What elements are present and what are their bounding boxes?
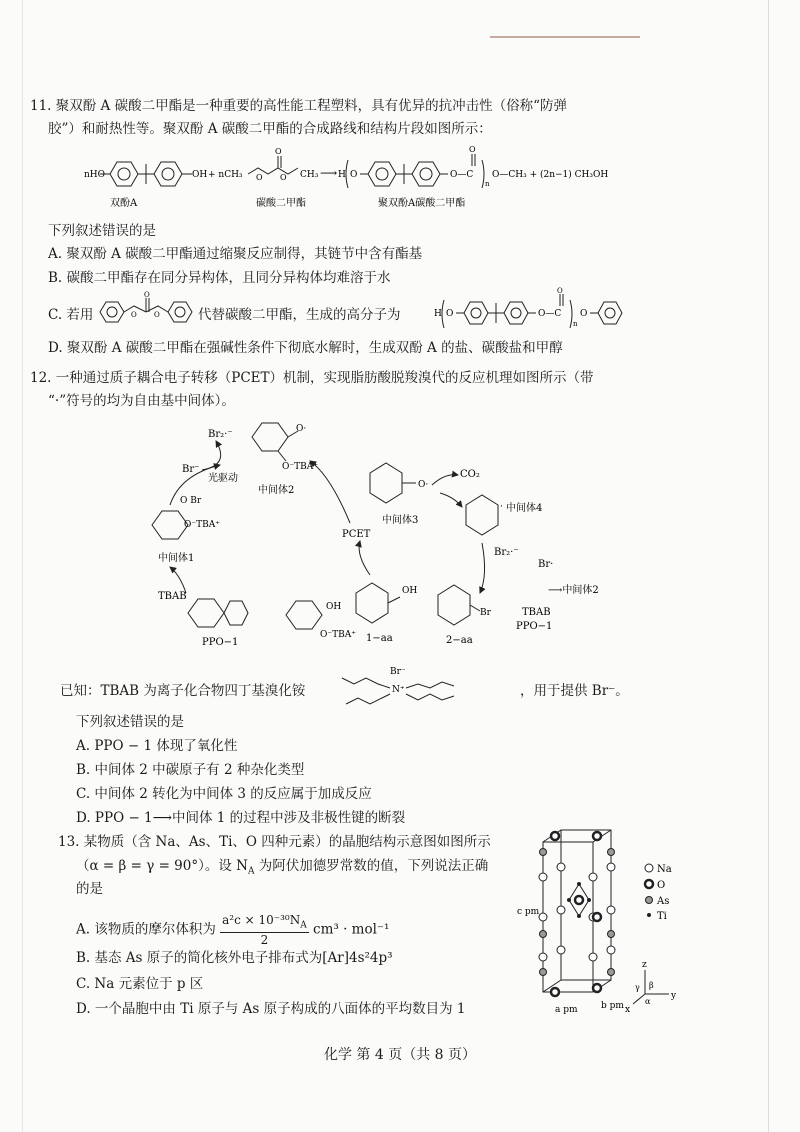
q11-scheme-product-end: O—CH₃ + (2n−1) CH₃OH bbox=[492, 170, 609, 180]
svg-text:OH: OH bbox=[192, 170, 208, 180]
q13-option-b: B. 基态 As 原子的简化核外电子排布式为[Ar]4s²4p³ bbox=[76, 950, 393, 966]
axis-x: x bbox=[625, 1005, 631, 1015]
q13-unit-cell-diagram bbox=[515, 822, 755, 1022]
q12-question: 下列叙述错误的是 bbox=[76, 714, 184, 730]
svg-text:O: O bbox=[580, 309, 588, 319]
legend-o-marker bbox=[645, 880, 653, 888]
q11-scheme-arrow: ⟶ bbox=[320, 166, 338, 180]
mech-br-minus: Br⁻ bbox=[182, 464, 200, 475]
top-scan-mark bbox=[490, 36, 640, 38]
svg-text:O: O bbox=[280, 173, 287, 182]
q11-label-dmc: 碳酸二甲酯 bbox=[256, 198, 306, 209]
mech-tbab2: TBAB bbox=[522, 607, 551, 618]
angle-gamma: γ bbox=[635, 983, 640, 992]
svg-text:O: O bbox=[446, 309, 454, 319]
tbab-br: Br⁻ bbox=[390, 667, 406, 677]
q12-stem-line1: 12. 一种通过质子耦合电子转移（PCET）机制，实现脂肪酸脱羧溴代的反应机理如图所示（带 bbox=[30, 370, 594, 386]
q13-stem-line1: 13. 某物质（含 Na、As、Ti、O 四种元素）的晶胞结构示意图如图所示 bbox=[58, 834, 491, 850]
dim-b: b pm bbox=[601, 1001, 624, 1011]
page-left-edge bbox=[22, 0, 23, 1132]
dim-c: c pm bbox=[517, 907, 540, 917]
q13-option-d: D. 一个晶胞中由 Ti 原子与 As 原子构成的八面体的平均数目为 1 bbox=[76, 1001, 466, 1017]
svg-text:O: O bbox=[275, 147, 282, 156]
svg-text:n: n bbox=[573, 320, 578, 328]
mech-int2b: ⟶中间体2 bbox=[548, 585, 599, 596]
q13-option-a-fraction: $\frac{a^2c \times 10^{-30}N_A}{2}$ bbox=[222, 913, 307, 948]
mech-co2: CO₂ bbox=[460, 469, 480, 480]
mech-tbab: TBAB bbox=[158, 591, 187, 602]
q11-option-b: B. 碳酸二甲酯存在同分异构体，且同分异构体均难溶于水 bbox=[48, 270, 391, 286]
mech-oh-acid: OH bbox=[326, 602, 342, 612]
q12-known-post: ，用于提供 Br⁻。 bbox=[520, 683, 629, 699]
q11-synthesis-scheme bbox=[70, 140, 710, 220]
svg-text:O·: O· bbox=[418, 480, 429, 490]
legend-as-marker bbox=[646, 897, 653, 904]
q11-option-c-polymer bbox=[432, 286, 682, 330]
svg-text:O: O bbox=[469, 145, 476, 154]
q13-stem-line3: 的是 bbox=[76, 881, 103, 897]
q12-stem-line2: “·”符号的均为自由基中间体）。 bbox=[48, 393, 235, 409]
mech-ppo1b: PPO−1 bbox=[516, 621, 553, 632]
q12-option-c: C. 中间体 2 转化为中间体 3 的反应属于加成反应 bbox=[76, 786, 372, 802]
q11-stem-line2: 胶”）和耐热性等。聚双酚 A 碳酸二甲酯的合成路线和结构片段如图所示： bbox=[48, 121, 492, 137]
svg-text:O: O bbox=[131, 311, 137, 319]
mech-light: 光驱动 bbox=[208, 473, 238, 484]
svg-text:O: O bbox=[144, 291, 150, 299]
mech-otba-2: O⁻TBA⁺ bbox=[282, 462, 318, 472]
q13-stem-line2: （α = β = γ = 90°）。设 $N_A$ 为阿伏加德罗常数的值，下列说法正确 bbox=[76, 858, 489, 877]
axis-z: z bbox=[642, 960, 647, 970]
q12-mechanism-diagram bbox=[120, 415, 640, 665]
q11-scheme-plus: + nCH₃ bbox=[208, 170, 243, 180]
mech-ppo1: PPO−1 bbox=[202, 637, 239, 648]
page-footer: 化学 第 4 页（共 8 页） bbox=[323, 1047, 477, 1063]
svg-text:·: · bbox=[500, 502, 503, 512]
q12-option-b: B. 中间体 2 中碳原子有 2 种杂化类型 bbox=[76, 762, 305, 778]
mech-int1: 中间体1 bbox=[158, 553, 195, 564]
mech-int4: 中间体4 bbox=[506, 503, 543, 514]
q12-option-d: D. PPO − 1⟶中间体 1 的过程中涉及非极性键的断裂 bbox=[76, 810, 406, 826]
q11-stem-line1: 11. 聚双酚 A 碳酸二甲酯是一种重要的高性能工程塑料，具有优异的抗冲击性（俗称“防弹 bbox=[30, 98, 567, 114]
svg-text:O: O bbox=[557, 287, 563, 295]
mech-int3: 中间体3 bbox=[382, 515, 419, 526]
mech-pcet: PCET bbox=[342, 529, 371, 540]
mech-otba-3: O⁻TBA⁺ bbox=[320, 630, 356, 640]
mech-br2b: Br₂·⁻ bbox=[494, 547, 519, 558]
svg-text:O: O bbox=[256, 173, 263, 182]
mech-label-2aa: 2−aa bbox=[446, 635, 473, 646]
q11-scheme-nho: nHO bbox=[84, 170, 106, 180]
mech-oh-1aa: OH bbox=[402, 586, 418, 596]
angle-alpha: α bbox=[645, 997, 651, 1006]
legend-ti-marker bbox=[647, 913, 651, 917]
q11-option-d: D. 聚双酚 A 碳酸二甲酯在强碱性条件下彻底水解时，生成双酚 A 的盐、碳酸盐和甲醇 bbox=[48, 340, 563, 356]
q11-scheme-ch3: CH₃ bbox=[300, 170, 319, 180]
mech-label-1aa: 1−aa bbox=[366, 633, 393, 644]
page-right-edge bbox=[768, 0, 769, 1132]
dim-a: a pm bbox=[555, 1005, 578, 1015]
svg-text:n: n bbox=[485, 180, 490, 188]
q12-option-a: A. PPO − 1 体现了氧化性 bbox=[76, 738, 238, 754]
q11-label-bpa: 双酚A bbox=[110, 198, 138, 209]
q13-option-c: C. Na 元素位于 p 区 bbox=[76, 976, 204, 992]
svg-text:O: O bbox=[350, 170, 358, 180]
mech-br2: Br₂·⁻ bbox=[208, 429, 233, 440]
q12-tbab-structure bbox=[336, 664, 516, 710]
q11-question: 下列叙述错误的是 bbox=[48, 223, 156, 239]
legend-ti: Ti bbox=[657, 911, 667, 922]
svg-text:H: H bbox=[338, 170, 346, 180]
legend-o: O bbox=[657, 880, 666, 891]
mech-o-br: O Br bbox=[180, 496, 202, 506]
tbab-n: N⁺ bbox=[392, 685, 405, 695]
q11-option-c-pre: C. 若用 bbox=[48, 307, 94, 323]
mech-br-2aa: Br bbox=[480, 608, 491, 618]
svg-text:O—C: O—C bbox=[450, 170, 474, 180]
mech-otba-1: O⁻TBA⁺ bbox=[184, 520, 220, 530]
mech-int2: 中间体2 bbox=[258, 485, 295, 496]
svg-text:O: O bbox=[154, 311, 160, 319]
legend-na-marker bbox=[645, 864, 653, 872]
svg-text:O·: O· bbox=[296, 424, 307, 434]
mech-brdot: Br· bbox=[538, 559, 554, 570]
q11-label-polymer: 聚双酚A碳酸二甲酯 bbox=[378, 198, 466, 209]
q12-known-pre: 已知：TBAB 为离子化合物四丁基溴化铵 bbox=[60, 683, 306, 699]
q11-diphenyl-carbonate bbox=[96, 290, 196, 330]
q13-option-a: A. 该物质的摩尔体积为 $\frac{a^2c \times 10^{-30}N_A}{2}$ cm³ · mol⁻¹ bbox=[76, 913, 390, 948]
angle-beta: β bbox=[649, 981, 654, 990]
axis-y: y bbox=[671, 991, 677, 1001]
legend-as: As bbox=[657, 896, 670, 907]
svg-text:O—C: O—C bbox=[538, 309, 562, 319]
q11-option-a: A. 聚双酚 A 碳酸二甲酯通过缩聚反应制得，其链节中含有酯基 bbox=[48, 246, 423, 262]
svg-text:H: H bbox=[434, 309, 442, 319]
legend-na: Na bbox=[657, 864, 672, 875]
q11-option-c-mid: 代替碳酸二甲酯，生成的高分子为 bbox=[198, 307, 401, 323]
